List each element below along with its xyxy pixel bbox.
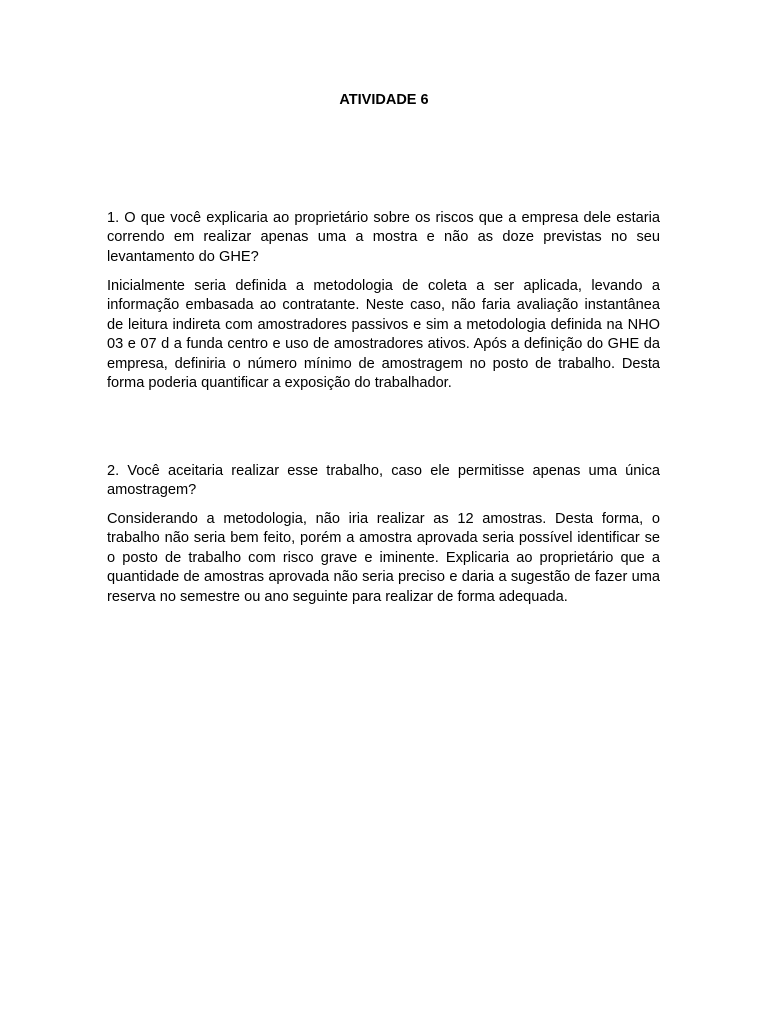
question-2: 2. Você aceitaria realizar esse trabalho, caso ele permitisse apenas uma única amostragem? xyxy=(107,463,660,499)
question-1: 1. O que você explicaria ao proprietário sobre os riscos que a empresa dele estaria correndo em realizar apenas uma a mostra e não as doze previstas no seu levantamento do GHE? xyxy=(107,210,660,265)
document-title: ATIVIDADE 6 xyxy=(339,92,429,108)
answer-1: Inicialmente seria definida a metodologia de coleta a ser aplicada, levando a informação embasada ao contratante. Neste caso, não faria avaliação instantânea de leitura indireta com amostradores passivos e sim a metodologia definida na NHO 03 e 07 d a funda centro e uso de amostradores ativos. Após a definição do GHE da empresa, definiria o número mínimo de amostragem no posto de trabalho. Desta forma poderia quantificar a exposição do trabalhador. xyxy=(107,278,660,392)
answer-2: Considerando a metodologia, não iria realizar as 12 amostras. Desta forma, o trabalho não seria bem feito, porém a amostra aprovada seria possível identificar se o posto de trabalho com risco grave e iminente. Explicaria ao proprietário que a quantidade de amostras aprovada não seria preciso e daria a sugestão de fazer uma reserva no semestre ou ano seguinte para realizar de forma adequada. xyxy=(107,511,660,605)
